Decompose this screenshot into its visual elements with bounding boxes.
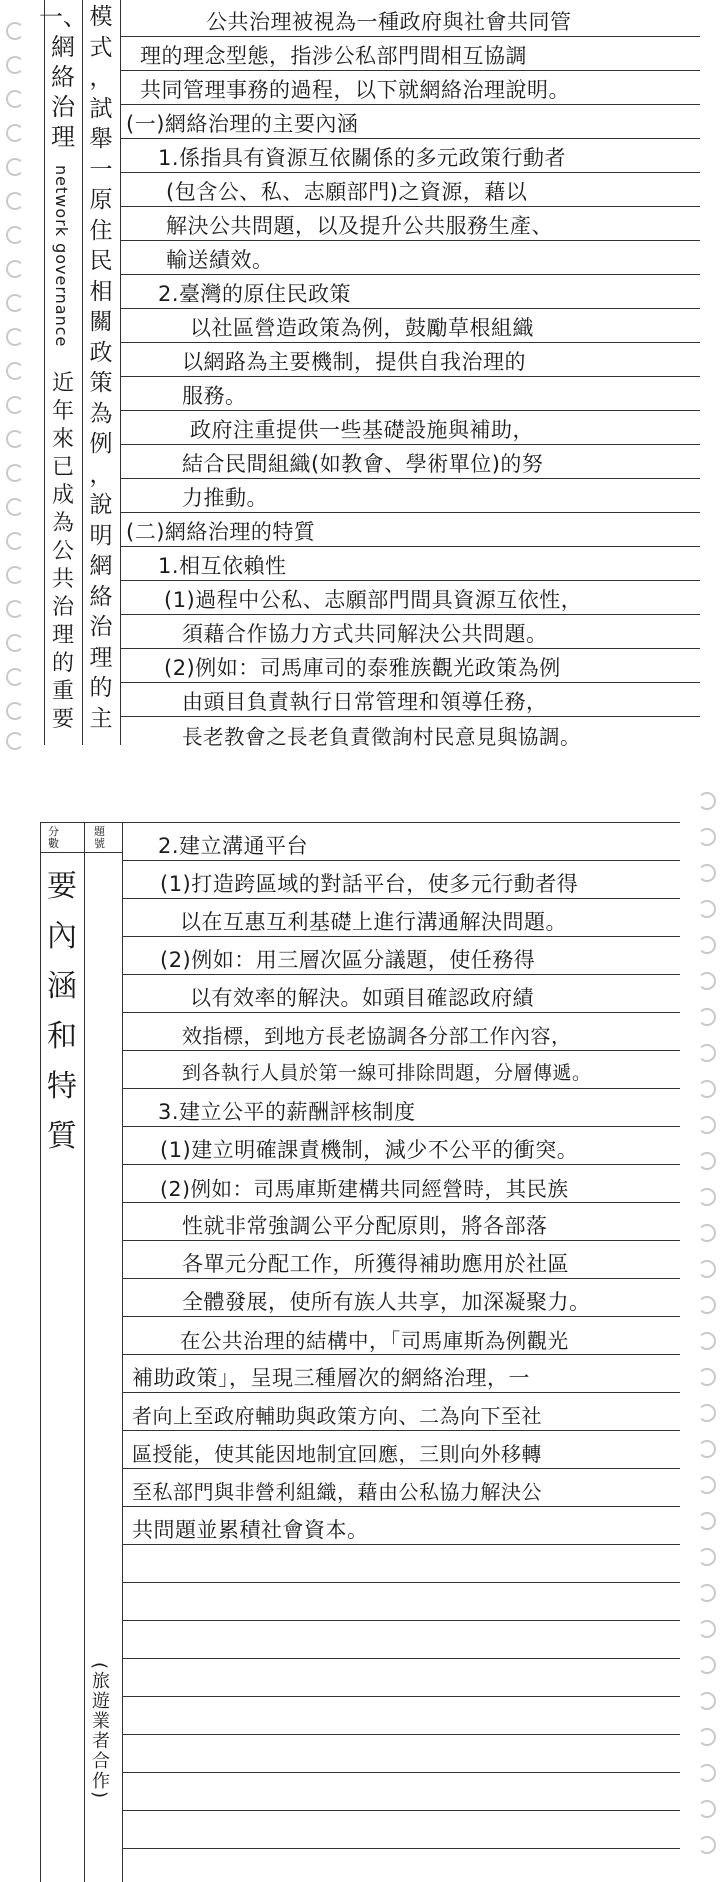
question-char: 重 bbox=[51, 679, 74, 704]
answer-line: 1.相互依賴性 bbox=[158, 554, 287, 578]
answer-line: (1)建立明確課責機制，減少不公平的衝突。 bbox=[160, 1138, 579, 1162]
ring-icon bbox=[698, 1440, 716, 1458]
answer-line: 性就非常強調公平分配原則，將各部落 bbox=[182, 1214, 548, 1238]
vertical-question-col-1-tail bbox=[44, 370, 82, 734]
ring-icon bbox=[6, 260, 24, 278]
ring-icon bbox=[698, 936, 716, 954]
question-char: 民 bbox=[89, 248, 113, 274]
question-char: 一、 bbox=[39, 3, 87, 31]
question-char: 一 bbox=[89, 156, 113, 183]
ring-icon bbox=[698, 1116, 716, 1134]
question-char: 式 bbox=[89, 34, 113, 61]
answer-line: 至私部門與非營利組織，藉由公私協力解決公 bbox=[132, 1480, 542, 1504]
question-char: 絡 bbox=[89, 583, 113, 610]
ring-icon bbox=[6, 464, 24, 482]
answer-line: (1)過程中公私、志願部門間具資源互依性， bbox=[164, 588, 583, 612]
question-char: 原 bbox=[89, 187, 113, 213]
latin-term: network governance bbox=[52, 165, 71, 348]
ring-icon bbox=[6, 430, 24, 448]
question-char: 的 bbox=[89, 675, 113, 701]
question-char: 網 bbox=[51, 33, 75, 61]
answer-line: 結合民間組織(如教會、學術單位)的努 bbox=[182, 452, 544, 476]
ring-icon bbox=[698, 792, 716, 810]
answer-line: 長老教會之長老負責徵詢村民意見與協調。 bbox=[182, 725, 581, 749]
notebook-page-2 bbox=[0, 770, 726, 1882]
binder-rings-left bbox=[6, 0, 26, 760]
question-char: 治 bbox=[89, 614, 113, 640]
ring-icon bbox=[698, 1512, 716, 1530]
answer-line: 以在互惠互利基礎上進行溝通解決問題。 bbox=[180, 910, 567, 934]
answer-line: 共問題並累積社會資本。 bbox=[132, 1518, 369, 1542]
answer-line: (2)例如：司馬庫司的泰雅族觀光政策為例 bbox=[164, 656, 561, 680]
answer-line: 效指標，到地方長老協調各分部工作內容， bbox=[182, 1024, 572, 1048]
ring-icon bbox=[698, 1728, 716, 1746]
ring-icon bbox=[698, 1584, 716, 1602]
question-number-header: 題號 bbox=[94, 825, 105, 850]
ring-icon bbox=[698, 1800, 716, 1818]
question-char: 質 bbox=[47, 1119, 77, 1154]
ring-icon bbox=[6, 294, 24, 312]
margin-line bbox=[120, 0, 121, 745]
vertical-question-col-1 bbox=[40, 862, 84, 1162]
answer-line: 在公共治理的結構中，「司馬庫斯為例觀光 bbox=[180, 1329, 569, 1353]
question-char: 主 bbox=[89, 705, 113, 732]
ring-icon bbox=[6, 600, 24, 618]
question-char: 策 bbox=[89, 370, 113, 396]
question-char: 治 bbox=[51, 93, 75, 121]
ring-icon bbox=[6, 396, 24, 414]
ring-icon bbox=[698, 1044, 716, 1062]
ring-icon bbox=[6, 192, 24, 210]
answer-line: 2.臺灣的原住民政策 bbox=[158, 282, 352, 306]
question-char: 近 bbox=[51, 371, 74, 396]
ring-icon bbox=[6, 56, 24, 74]
header-divider bbox=[40, 852, 122, 853]
answer-line: 到各執行人員於第一線可排除問題，分層傳遞。 bbox=[182, 1062, 592, 1084]
answer-line: 區授能，使其能因地制宜回應，三則向外移轉 bbox=[132, 1442, 542, 1466]
answer-line: 補助政策」，呈現三種層次的網絡治理，一 bbox=[132, 1366, 530, 1390]
question-char: 特 bbox=[47, 1069, 77, 1104]
ring-icon bbox=[6, 158, 24, 176]
question-char: 為 bbox=[89, 400, 113, 427]
ring-icon bbox=[698, 1368, 716, 1386]
ring-icon bbox=[698, 1836, 716, 1854]
question-char: 內 bbox=[47, 919, 77, 954]
margin-line bbox=[122, 822, 123, 1882]
binder-rings-right bbox=[698, 770, 718, 1882]
ring-icon bbox=[6, 498, 24, 516]
question-char: 和 bbox=[47, 1019, 77, 1054]
ring-icon bbox=[6, 668, 24, 686]
ring-icon bbox=[698, 1260, 716, 1278]
ring-icon bbox=[6, 634, 24, 652]
ring-icon bbox=[698, 1332, 716, 1350]
answer-line: 輸送績效。 bbox=[166, 248, 274, 272]
question-char: 成 bbox=[51, 483, 74, 508]
question-char: 要 bbox=[51, 707, 74, 732]
question-char: 相 bbox=[89, 278, 113, 305]
answer-line: 1.係指具有資源互依關係的多元政策行動者 bbox=[158, 146, 567, 170]
ring-icon bbox=[698, 1152, 716, 1170]
ring-icon bbox=[698, 1404, 716, 1422]
ring-icon bbox=[698, 1296, 716, 1314]
ring-icon bbox=[698, 1008, 716, 1026]
ring-icon bbox=[698, 1620, 716, 1638]
answer-line: 3.建立公平的薪酬評核制度 bbox=[158, 1100, 416, 1124]
side-annotation: (旅遊業者合作) bbox=[89, 1662, 110, 1801]
section-heading: (二)網絡治理的特質 bbox=[126, 520, 316, 544]
ring-icon bbox=[6, 226, 24, 244]
ring-icon bbox=[698, 1656, 716, 1674]
question-char: 絡 bbox=[51, 63, 75, 91]
ring-icon bbox=[6, 90, 24, 108]
answer-line: (2)例如：司馬庫斯建構共同經營時，其民族 bbox=[160, 1177, 569, 1201]
question-char: 要 bbox=[47, 869, 77, 904]
answer-line: 解決公共問題，以及提升公共服務生產、 bbox=[166, 214, 553, 238]
answer-line: 全體發展，使所有族人共享，加深凝聚力。 bbox=[182, 1290, 591, 1314]
question-char: 為 bbox=[51, 511, 74, 536]
question-char: 共 bbox=[51, 567, 74, 592]
ring-icon bbox=[698, 1224, 716, 1242]
answer-line: 服務。 bbox=[182, 384, 247, 408]
ring-icon bbox=[6, 362, 24, 380]
answer-line: 由頭目負責執行日常管理和領導任務， bbox=[182, 690, 548, 714]
ring-icon bbox=[6, 702, 24, 720]
vertical-question-col-1 bbox=[39, 2, 87, 152]
answer-line: 力推動。 bbox=[182, 486, 268, 510]
question-char: 理 bbox=[89, 644, 113, 671]
ring-icon bbox=[6, 124, 24, 142]
question-char: 明 bbox=[89, 522, 113, 549]
page-top-border bbox=[40, 822, 680, 823]
question-char: 網 bbox=[89, 553, 113, 579]
answer-line: 理的理念型態，指涉公私部門間相互協調 bbox=[140, 44, 527, 68]
ring-icon bbox=[698, 1476, 716, 1494]
ring-icon bbox=[698, 864, 716, 882]
question-char: 模 bbox=[89, 4, 113, 30]
question-char: 年 bbox=[51, 399, 74, 424]
answer-line: 2.建立溝通平台 bbox=[158, 834, 309, 858]
notebook-page-1 bbox=[0, 0, 726, 760]
question-char: 理 bbox=[51, 123, 75, 151]
question-char: 關 bbox=[89, 309, 113, 335]
answer-line: (2)例如：用三層次區分議題，使任務得 bbox=[160, 948, 536, 972]
answer-line: (包含公、私、志願部門)之資源，藉以 bbox=[166, 180, 528, 204]
question-char: 理 bbox=[51, 623, 74, 648]
question-char: 試 bbox=[89, 95, 113, 122]
answer-line: (1)打造跨區域的對話平台，使多元行動者得 bbox=[160, 872, 579, 896]
question-char: 例 bbox=[89, 431, 113, 457]
answer-line: 者向上至政府輔助與政策方向、二為向下至社 bbox=[132, 1404, 542, 1428]
question-char: 公 bbox=[51, 539, 74, 564]
question-char: 治 bbox=[51, 595, 74, 620]
question-char: 來 bbox=[51, 427, 74, 452]
question-char: 說 bbox=[89, 492, 113, 518]
vertical-question-col-2 bbox=[82, 2, 120, 734]
ring-icon bbox=[698, 1764, 716, 1782]
margin-line bbox=[84, 822, 85, 1882]
answer-line: 須藉合作協力方式共同解決公共問題。 bbox=[182, 622, 548, 646]
question-char: 涵 bbox=[47, 969, 77, 1004]
section-heading: (一)網絡治理的主要內涵 bbox=[126, 112, 359, 136]
ring-icon bbox=[698, 900, 716, 918]
ring-icon bbox=[698, 1692, 716, 1710]
ring-icon bbox=[6, 328, 24, 346]
question-char: 的 bbox=[51, 651, 74, 676]
question-char: 舉 bbox=[89, 126, 113, 152]
answer-line: 以社區營造政策為例，鼓勵草根組織 bbox=[190, 316, 534, 340]
answer-line: 以有效率的解決。如頭目確認政府績 bbox=[190, 986, 534, 1010]
question-char: ， bbox=[89, 65, 113, 91]
score-header: 分數 bbox=[48, 825, 59, 850]
ring-icon bbox=[698, 1188, 716, 1206]
ring-icon bbox=[6, 22, 24, 40]
ring-icon bbox=[698, 972, 716, 990]
answer-line: 政府注重提供一些基礎設施與補助， bbox=[190, 418, 534, 442]
ring-icon bbox=[6, 566, 24, 584]
ring-icon bbox=[6, 732, 24, 750]
question-char: 已 bbox=[51, 455, 74, 480]
question-char: 政 bbox=[89, 339, 113, 366]
ring-icon bbox=[698, 828, 716, 846]
question-char: ， bbox=[89, 461, 113, 488]
question-char: 住 bbox=[89, 217, 113, 244]
ring-icon bbox=[698, 1548, 716, 1566]
answer-line: 以網路為主要機制，提供自我治理的 bbox=[182, 350, 526, 374]
answer-line: 各單元分配工作，所獲得補助應用於社區 bbox=[182, 1252, 569, 1276]
ring-icon bbox=[698, 1080, 716, 1098]
ring-icon bbox=[6, 532, 24, 550]
answer-line: 公共治理被視為一種政府與社會共同管 bbox=[206, 10, 572, 34]
answer-line: 共同管理事務的過程，以下就網絡治理說明。 bbox=[140, 78, 570, 102]
